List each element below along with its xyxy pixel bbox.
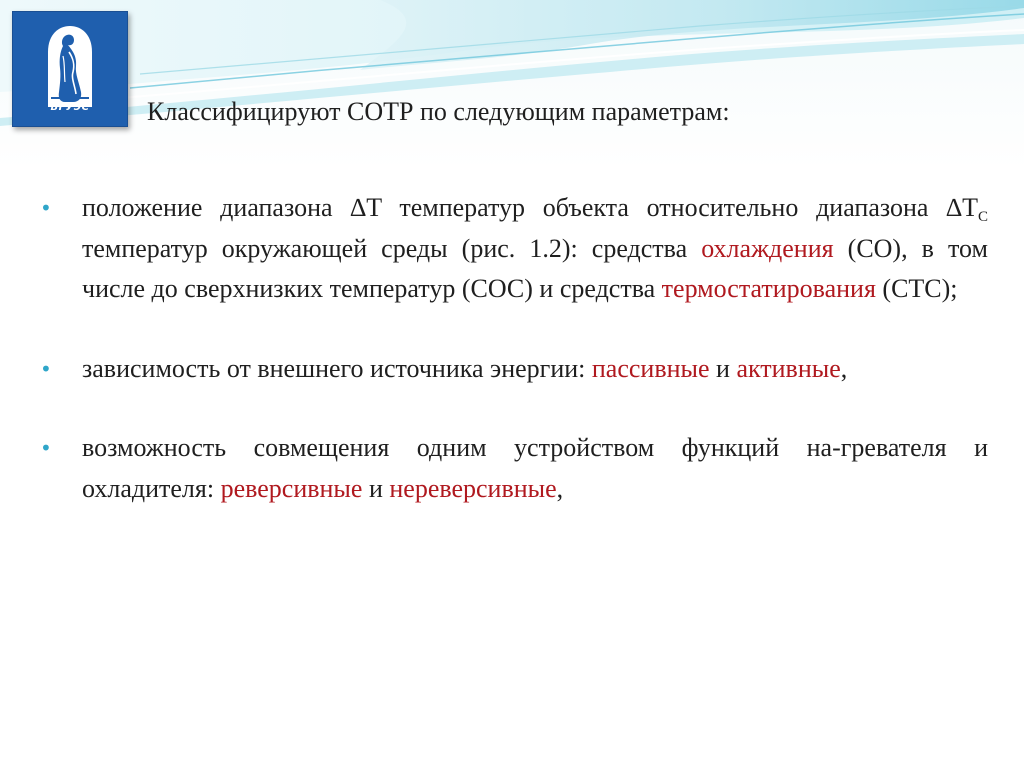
bullet-text: ,: [556, 473, 564, 503]
dot-icon: •: [40, 436, 52, 460]
highlight-term: термостатирования: [661, 274, 876, 303]
bullet-list: [40, 188, 988, 509]
bullet-item-temperature-range: [40, 188, 988, 310]
bullet-text: и: [362, 473, 390, 503]
bullet-text: температур окружающей среды (рис. 1.2): средства: [82, 233, 702, 263]
bullet-text: возможность совмещения одним устройством функций на-гревателя и охладителя:: [82, 433, 988, 503]
bullet-item-reversibility: [40, 428, 988, 509]
highlight-term: пассивные: [591, 353, 710, 383]
slide-title: Классифицируют СОТР по следующим параметрам:: [147, 97, 730, 126]
highlight-term: активные: [736, 353, 841, 383]
bullet-text: положение диапазона ∆T температур объекта относительно диапазона ∆T: [82, 193, 978, 222]
university-logo: [12, 11, 128, 127]
bullet-text: и: [709, 353, 737, 383]
highlight-term: охлаждения: [701, 233, 834, 263]
highlight-term: нереверсивные: [389, 473, 557, 503]
logo-text: ВГУЭС: [50, 102, 90, 113]
dot-icon: •: [40, 196, 52, 220]
subscript-c: С: [977, 209, 988, 225]
dot-icon: •: [40, 356, 52, 381]
highlight-term: реверсивные: [220, 473, 363, 503]
bullet-text: (СТС);: [875, 274, 958, 303]
bullet-text: зависимость от внешнего источника энергии:: [82, 353, 592, 383]
bullet-item-energy-source: [40, 349, 988, 390]
bullet-text: (СО), в том числе до сверхнизких температур (СОС) и средства: [82, 233, 988, 303]
bullet-text: ,: [840, 353, 848, 383]
